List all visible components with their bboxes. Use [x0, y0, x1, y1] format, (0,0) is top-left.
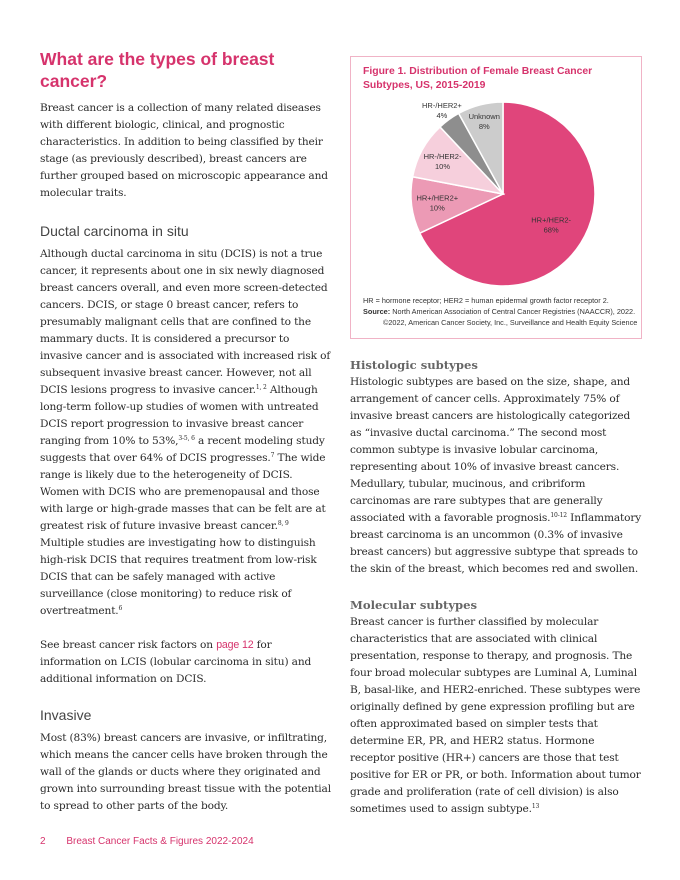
pie-label: HR-/HER2+ 4%: [421, 100, 462, 120]
page-number: 2: [40, 836, 46, 847]
page-12-link[interactable]: page 12: [216, 639, 254, 651]
footer-title: Breast Cancer Facts & Figures 2022-2024: [66, 836, 254, 847]
pie-chart: [351, 57, 641, 297]
pie-label: HR-/HER2-10%: [423, 151, 462, 171]
see-risk-paragraph: See breast cancer risk factors on page 12 for information on LCIS (lobular carcinoma in situ) and additional information on DCIS.: [40, 639, 312, 685]
left-column: [40, 48, 332, 815]
citation: 8, 9: [277, 520, 289, 527]
molecular-paragraph: Breast cancer is further classified by molecular characteristics that are associated with clinical presentation, response to therapy, and prognosis. The four broad molecular subtypes are Luminal A, Luminal B, basal-like, and HER2-enriched. These subtypes were originally defined by gene expression profiling but are often approximated based on simpler tests that determine ER, PR, and HER2 status. Hormone receptor positive (HR+) cancers are those that test positive for ER or PR, or both. Information about tumor grade and proliferation (rate of cell division) is also sometimes used to assign subtype.$^{13}$: [350, 616, 641, 815]
pie-label: HR+/HER2-68%: [531, 215, 572, 235]
histologic-heading: Histologic subtypes: [350, 358, 478, 372]
invasive-heading: Invasive: [40, 707, 92, 723]
citation: 10-12: [550, 512, 567, 519]
pie-label: HR+/HER2+ 10%: [416, 193, 459, 213]
citation: 7: [270, 452, 275, 459]
dcis-paragraph: Although ductal carcinoma in situ (DCIS) is not a true cancer, it represents about one in six newly diagnosed breast cancers overall, and even more screen-detected cancers. DCIS, or stage 0 breast cancer, refers to presumably malignant cells that are confined to the mammary ducts. It is considered a precursor to invasive cancer and is associated with increased risk of subsequent invasive breast cancer. However, not all DCIS lesions progress to invasive cancer.$^{1, 2}$ Although long-term follow-up studies of women with untreated DCIS report progression to invasive breast cancer ranging from 10% to 53%,$^{3-5, 6}$ a recent modeling study suggests that over 64% of DCIS progresses.$^7$ The wide range is likely due to the heterogeneity of DCIS. Women with DCIS who are premenopausal and those with large or high-grade masses that can be felt are at greatest risk of future invasive breast cancer.$^{8, 9}$ Multiple studies are investigating how to distinguish high-risk DCIS that requires treatment from low-risk DCIS that can be safely managed with active surveillance (close monitoring) to reduce risk of overtreatment.$^6$: [40, 248, 331, 617]
dcis-heading: Ductal carcinoma in situ: [40, 223, 189, 239]
figure-box: [350, 56, 642, 339]
citation: 1, 2: [255, 384, 267, 391]
citation: 6: [118, 605, 123, 612]
intro-paragraph: Breast cancer is a collection of many related diseases with different biologic, clinical, and prognostic characteristics. In addition to being classified by their stage (as previously described), breast cancers are further grouped based on microscopic appearance and molecular traits.: [40, 102, 328, 199]
figure-source: Source: North American Association of Central Cancer Registries (NAACCR), 2022.: [363, 307, 636, 316]
citation: 3-5, 6: [178, 435, 195, 442]
pie-label: Unknown 8%: [468, 111, 500, 131]
histologic-paragraph: Histologic subtypes are based on the size, shape, and arrangement of cancer cells. Approximately 75% of invasive breast cancers are histologically categorized as “invasive ductal carcinoma.” The second most common subtype is invasive lobular carcinoma, representing about 10% of invasive breast cancers. Medullary, tubular, mucinous, and cribriform carcinomas are rare subtypes that are generally associated with a favorable prognosis.$^{10-12}$ Inflammatory breast carcinoma is an uncommon (0.3% of invasive breast cancers) but aggressive subtype that spreads to the skin of the breast, which becomes red and swollen.: [350, 376, 642, 575]
page-footer: [40, 836, 254, 847]
section-title: What are the types of breast cancer?: [40, 49, 275, 91]
invasive-paragraph: Most (83%) breast cancers are invasive, or infiltrating, which means the cancer cells have broken through the wall of the glands or ducts where they originated and grown into surrounding breast tissue with the potential to spread to other parts of the body.: [40, 732, 331, 812]
figure-title: Figure 1. Distribution of Female Breast Cancer Subtypes, US, 2015-2019: [363, 66, 593, 91]
figure-abbrev-note: HR = hormone receptor; HER2 = human epidermal growth factor receptor 2.: [363, 296, 609, 305]
citation: 13: [531, 803, 540, 810]
figure-copyright: ©2022, American Cancer Society, Inc., Surveillance and Health Equity Science: [383, 318, 638, 327]
molecular-heading: Molecular subtypes: [350, 598, 478, 612]
figure-notes: [363, 295, 638, 328]
right-column: [350, 56, 642, 818]
